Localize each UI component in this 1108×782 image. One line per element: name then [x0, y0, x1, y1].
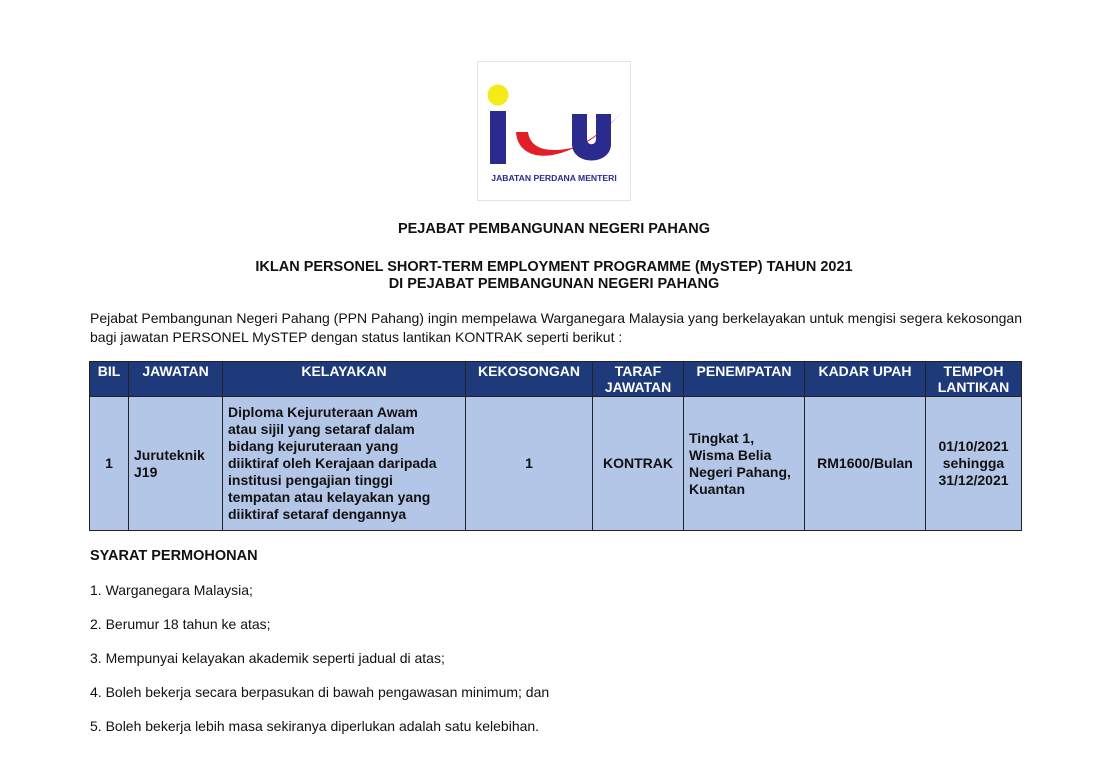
vacancy-table [89, 361, 1022, 531]
list-item: 2. Berumur 18 tahun ke atas; [90, 616, 271, 632]
cell-taraf: KONTRAK [593, 397, 684, 531]
col-kelayakan: KELAYAKAN [223, 362, 466, 397]
col-kekosongan: KEKOSONGAN [466, 362, 593, 397]
logo-caption: JABATAN PERDANA MENTERI [491, 173, 617, 183]
col-taraf-line1: TARAF [614, 363, 662, 379]
cell-tempoh [926, 397, 1022, 531]
penempatan-line: Wisma Belia [689, 446, 772, 463]
kelayakan-line: tempatan atau kelayakan yang [228, 489, 431, 505]
logo-yellow-dot [488, 85, 509, 106]
kelayakan-line: atau sijil yang setaraf dalam [228, 421, 415, 437]
office-title: PEJABAT PEMBANGUNAN NEGERI PAHANG [397, 221, 711, 237]
col-tempoh-line1: TEMPOH [943, 363, 1004, 379]
cell-kelayakan [223, 397, 466, 531]
advert-title-line2: DI PEJABAT PEMBANGUNAN NEGERI PAHANG [388, 276, 720, 292]
advert-title-line1: IKLAN PERSONEL SHORT-TERM EMPLOYMENT PROGRAMME (MySTEP) TAHUN 2021 [255, 259, 853, 275]
syarat-title: SYARAT PERMOHONAN [90, 548, 258, 564]
table-row [90, 397, 1022, 531]
table-header-row [90, 362, 1022, 397]
col-tempoh-lantikan [926, 362, 1022, 397]
col-taraf-jawatan [593, 362, 684, 397]
jawatan-line2: J19 [134, 463, 158, 480]
kelayakan-line: diiktiraf oleh Kerajaan daripada [228, 455, 437, 471]
jawatan-line1: Juruteknik [134, 446, 205, 463]
penempatan-line: Negeri Pahang, [689, 463, 791, 480]
penempatan-line: Tingkat 1, [689, 429, 755, 446]
list-item: 4. Boleh bekerja secara berpasukan di bawah pengawasan minimum; dan [90, 684, 550, 700]
cell-penempatan [684, 397, 805, 531]
kelayakan-line: Diploma Kejuruteraan Awam [228, 404, 418, 420]
logo-letter-u [572, 114, 611, 161]
logo [478, 62, 630, 200]
list-item: 1. Warganegara Malaysia; [90, 582, 253, 598]
col-tempoh-line2: LANTIKAN [937, 379, 1010, 395]
tempoh-line: 31/12/2021 [938, 472, 1009, 488]
col-jawatan: JAWATAN [129, 362, 223, 397]
tempoh-line: sehingga [942, 455, 1005, 471]
logo-letter-i [490, 111, 506, 164]
tempoh-line: 01/10/2021 [938, 438, 1009, 454]
cell-jawatan [129, 397, 223, 531]
list-item: 5. Boleh bekerja lebih masa sekiranya diperlukan adalah satu kelebihan. [90, 718, 540, 734]
col-penempatan: PENEMPATAN [684, 362, 805, 397]
list-item: 3. Mempunyai kelayakan akademik seperti jadual di atas; [90, 650, 445, 666]
kelayakan-line: bidang kejuruteraan yang [228, 438, 399, 454]
col-taraf-line2: JAWATAN [604, 379, 672, 395]
col-kadar-upah: KADAR UPAH [805, 362, 926, 397]
penempatan-line: Kuantan [689, 480, 745, 497]
kelayakan-line: diiktiraf setaraf dengannya [228, 506, 407, 522]
intro-paragraph: Pejabat Pembangunan Negeri Pahang (PPN Pahang) ingin mempelawa Warganegara Malaysia yang berkelayakan untuk mengisi segera kekosongan bagi jawatan PERSONEL MySTEP dengan status lantikan KONTRAK seperti berikut : [90, 310, 1022, 345]
cell-bil: 1 [90, 397, 129, 531]
icu-logo-icon [478, 62, 630, 200]
kelayakan-line: institusi pengajian tinggi [228, 472, 393, 488]
cell-kadar-upah: RM1600/Bulan [805, 397, 926, 531]
cell-kekosongan: 1 [466, 397, 593, 531]
col-bil: BIL [90, 362, 129, 397]
